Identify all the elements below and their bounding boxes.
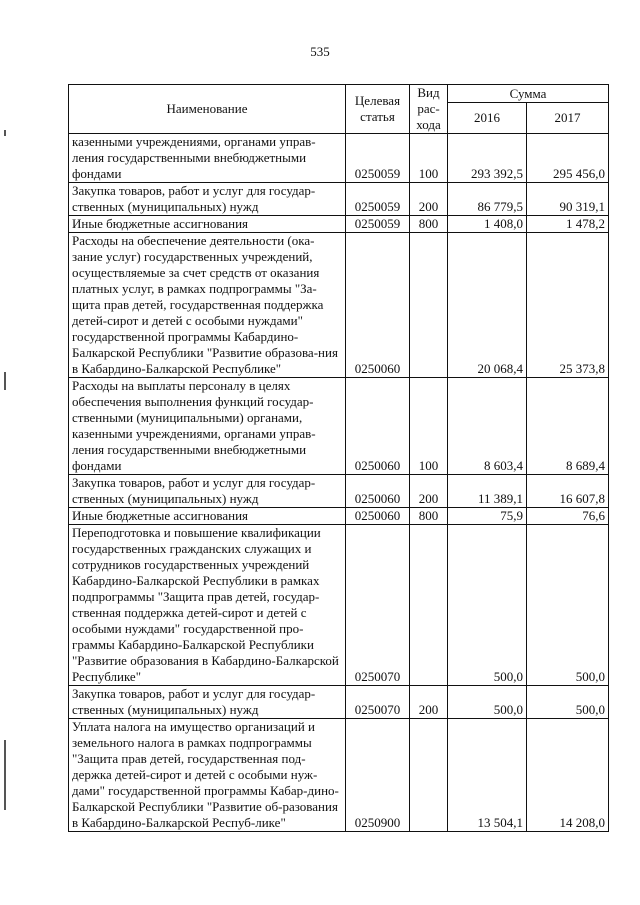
row-sum-2016: 500,0 [448,525,527,686]
row-name: Переподготовка и повышение квалификации государственных гражданских служащих и сотрудников государственных учреждений Кабардино-Балкарской Республики в рамках подпрограммы "Защита прав детей, государ-ственная поддержка детей-сирот и детей с особыми нуждами" государственной про-граммы Кабардино-Балкарской Республики "Развитие образования в Кабардино-Балкарской Республике" [69,525,346,686]
row-sum-2016: 1 408,0 [448,216,527,233]
row-name: Закупка товаров, работ и услуг для государ-ственных (муниципальных) нужд [69,686,346,719]
page-number: 535 [310,44,330,59]
row-vid: 200 [410,183,448,216]
row-name: Иные бюджетные ассигнования [69,216,346,233]
row-sum-2017: 90 319,1 [527,183,609,216]
table-row [69,508,609,525]
row-sum-2016: 20 068,4 [448,233,527,378]
row-name: Расходы на обеспечение деятельности (ока-зание услуг) государственных учреждений, осуществляемые за счет средств от оказания платных услуг, в рамках подпрограммы "За-щита прав детей, государственная поддержка детей-сирот и детей с особыми нуждами" государственной программы Кабардино-Балкарской Республики "Развитие образова-ния в Кабардино-Балкарской Республике" [69,233,346,378]
row-name: Закупка товаров, работ и услуг для государ-ственных (муниципальных) нужд [69,183,346,216]
scan-edge-mark [4,372,6,390]
row-sum-2016: 13 504,1 [448,719,527,832]
header-year-2016: 2016 [448,103,527,134]
row-name: Иные бюджетные ассигнования [69,508,346,525]
row-sum-2017: 8 689,4 [527,378,609,475]
header-code: Целевая статья [346,85,410,134]
table-row [69,378,609,475]
row-code: 0250060 [346,233,410,378]
row-sum-2016: 86 779,5 [448,183,527,216]
row-vid [410,719,448,832]
row-sum-2017: 16 607,8 [527,475,609,508]
row-sum-2016: 75,9 [448,508,527,525]
row-code: 0250060 [346,378,410,475]
row-vid: 100 [410,134,448,183]
row-name: Уплата налога на имущество организаций и земельного налога в рамках подпрограммы "Защита прав детей, государственная под-держка детей-сирот и детей с особыми нуж-дами" государственной программы Кабар-дино-Балкарской Республики "Развитие об-разования в Кабардино-Балкарской Респуб-лике" [69,719,346,832]
row-sum-2017: 500,0 [527,525,609,686]
row-sum-2017: 1 478,2 [527,216,609,233]
table-row [69,216,609,233]
row-vid: 100 [410,378,448,475]
table-row [69,183,609,216]
scan-edge-mark [4,740,6,810]
row-name: Расходы на выплаты персоналу в целях обеспечения выполнения функций государ-ственными (муниципальными) органами, казенными учреждениями, органами управ-ления государственными внебюджетными фондами [69,378,346,475]
row-sum-2017: 500,0 [527,686,609,719]
row-name: Закупка товаров, работ и услуг для государ-ственных (муниципальных) нужд [69,475,346,508]
row-sum-2017: 295 456,0 [527,134,609,183]
row-sum-2016: 293 392,5 [448,134,527,183]
row-name: казенными учреждениями, органами управ-ления государственными внебюджетными фондами [69,134,346,183]
header-sum: Сумма [448,85,609,103]
row-sum-2017: 25 373,8 [527,233,609,378]
row-vid: 800 [410,508,448,525]
row-vid: 200 [410,475,448,508]
row-sum-2017: 76,6 [527,508,609,525]
row-vid: 800 [410,216,448,233]
row-sum-2016: 11 389,1 [448,475,527,508]
table-row [69,719,609,832]
row-code: 0250060 [346,508,410,525]
header-name: Наименование [69,85,346,134]
row-sum-2017: 14 208,0 [527,719,609,832]
row-vid [410,525,448,686]
row-code: 0250059 [346,134,410,183]
row-vid [410,233,448,378]
table-row [69,525,609,686]
table-row [69,475,609,508]
table-row [69,134,609,183]
row-vid: 200 [410,686,448,719]
row-code: 0250070 [346,525,410,686]
row-sum-2016: 500,0 [448,686,527,719]
table-row [69,233,609,378]
table-row [69,686,609,719]
header-vid: Вид рас-хода [410,85,448,134]
row-sum-2016: 8 603,4 [448,378,527,475]
row-code: 0250059 [346,183,410,216]
table-body [69,134,609,832]
row-code: 0250070 [346,686,410,719]
header-year-2017: 2017 [527,103,609,134]
row-code: 0250900 [346,719,410,832]
budget-table [68,84,609,832]
scan-edge-mark [4,130,6,136]
row-code: 0250060 [346,475,410,508]
row-code: 0250059 [346,216,410,233]
